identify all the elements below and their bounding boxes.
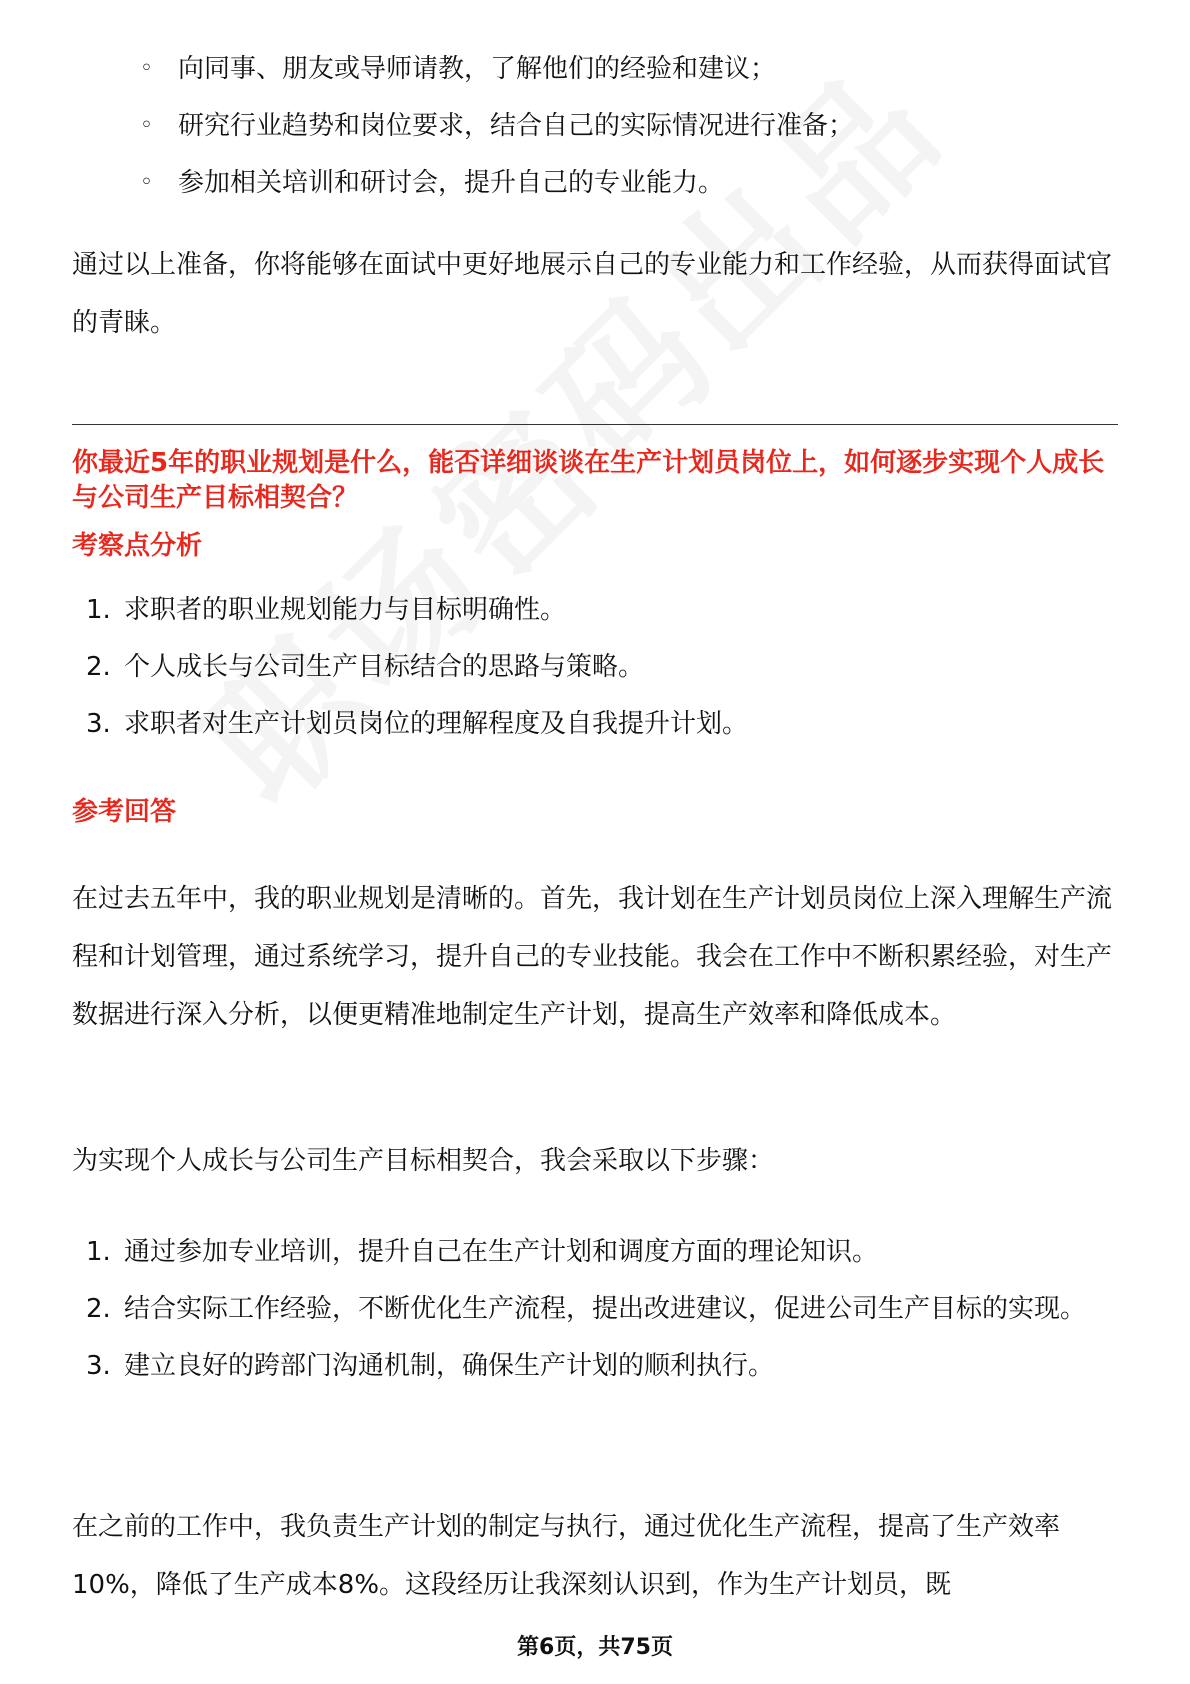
list-item (72, 696, 1120, 753)
list-item (140, 54, 1120, 84)
list-item-text: 通过参加专业培训，提升自己在生产计划和调度方面的理论知识。 (124, 1237, 879, 1267)
list-item-text: 研究行业趋势和岗位要求，结合自己的实际情况进行准备； (178, 111, 855, 141)
list-item-text: 建立良好的跨部门沟通机制，确保生产计划的顺利执行。 (124, 1351, 775, 1381)
bullet-icon: ◦ (140, 170, 153, 195)
answer-paragraph-1: 在过去五年中，我的职业规划是清晰的。首先，我计划在生产计划员岗位上深入理解生产流程和计划管理，通过系统学习，提升自己的专业技能。我会在工作中不断积累经验，对生产数据进行深入分析，以便更精准地制定生产计划，提高生产效率和降低成本。 (72, 884, 1113, 1030)
list-item-text: 求职者对生产计划员岗位的理解程度及自我提升计划。 (124, 709, 749, 739)
answer-heading: 参考回答 (72, 797, 177, 827)
list-number: 1. (86, 595, 111, 625)
list-item (72, 1224, 1120, 1281)
list-item (72, 582, 1120, 639)
list-number: 2. (86, 1294, 111, 1324)
analysis-heading: 考察点分析 (72, 531, 203, 561)
answer-paragraph-2: 为实现个人成长与公司生产目标相契合，我会采取以下步骤： (72, 1146, 775, 1176)
bullet-icon: ◦ (140, 56, 153, 81)
list-item (140, 111, 1120, 141)
conclusion-paragraph: 通过以上准备，你将能够在面试中更好地展示自己的专业能力和工作经验，从而获得面试官的青睐。 (72, 250, 1113, 338)
list-item-text: 结合实际工作经验，不断优化生产流程，提出改进建议，促进公司生产目标的实现。 (124, 1294, 1087, 1324)
list-item-text: 参加相关培训和研讨会，提升自己的专业能力。 (178, 168, 725, 198)
list-number: 3. (86, 709, 111, 739)
sub-bullet-list (140, 54, 1120, 225)
list-number: 2. (86, 652, 111, 682)
list-item-text: 求职者的职业规划能力与目标明确性。 (124, 595, 567, 625)
list-number: 1. (86, 1237, 111, 1267)
list-number: 3. (86, 1351, 111, 1381)
bullet-icon: ◦ (140, 113, 153, 138)
list-item-text: 向同事、朋友或导师请教，了解他们的经验和建议； (178, 54, 777, 84)
answer-paragraph-3: 在之前的工作中，我负责生产计划的制定与执行，通过优化生产流程，提高了生产效率10%，降低了生产成本8%。这段经历让我深刻认识到，作为生产计划员，既 (72, 1512, 1061, 1600)
section-divider (72, 424, 1118, 425)
page-footer: 第6页，共75页 (517, 1635, 673, 1660)
list-item (72, 1281, 1120, 1338)
list-item (140, 168, 1120, 198)
analysis-list (72, 582, 1120, 753)
question-title: 你最近5年的职业规划是什么，能否详细谈谈在生产计划员岗位上，如何逐步实现个人成长与公司生产目标相契合？ (72, 448, 1105, 513)
list-item-text: 个人成长与公司生产目标结合的思路与策略。 (124, 652, 645, 682)
list-item (72, 639, 1120, 696)
list-item (72, 1338, 1120, 1395)
steps-list (72, 1224, 1120, 1395)
